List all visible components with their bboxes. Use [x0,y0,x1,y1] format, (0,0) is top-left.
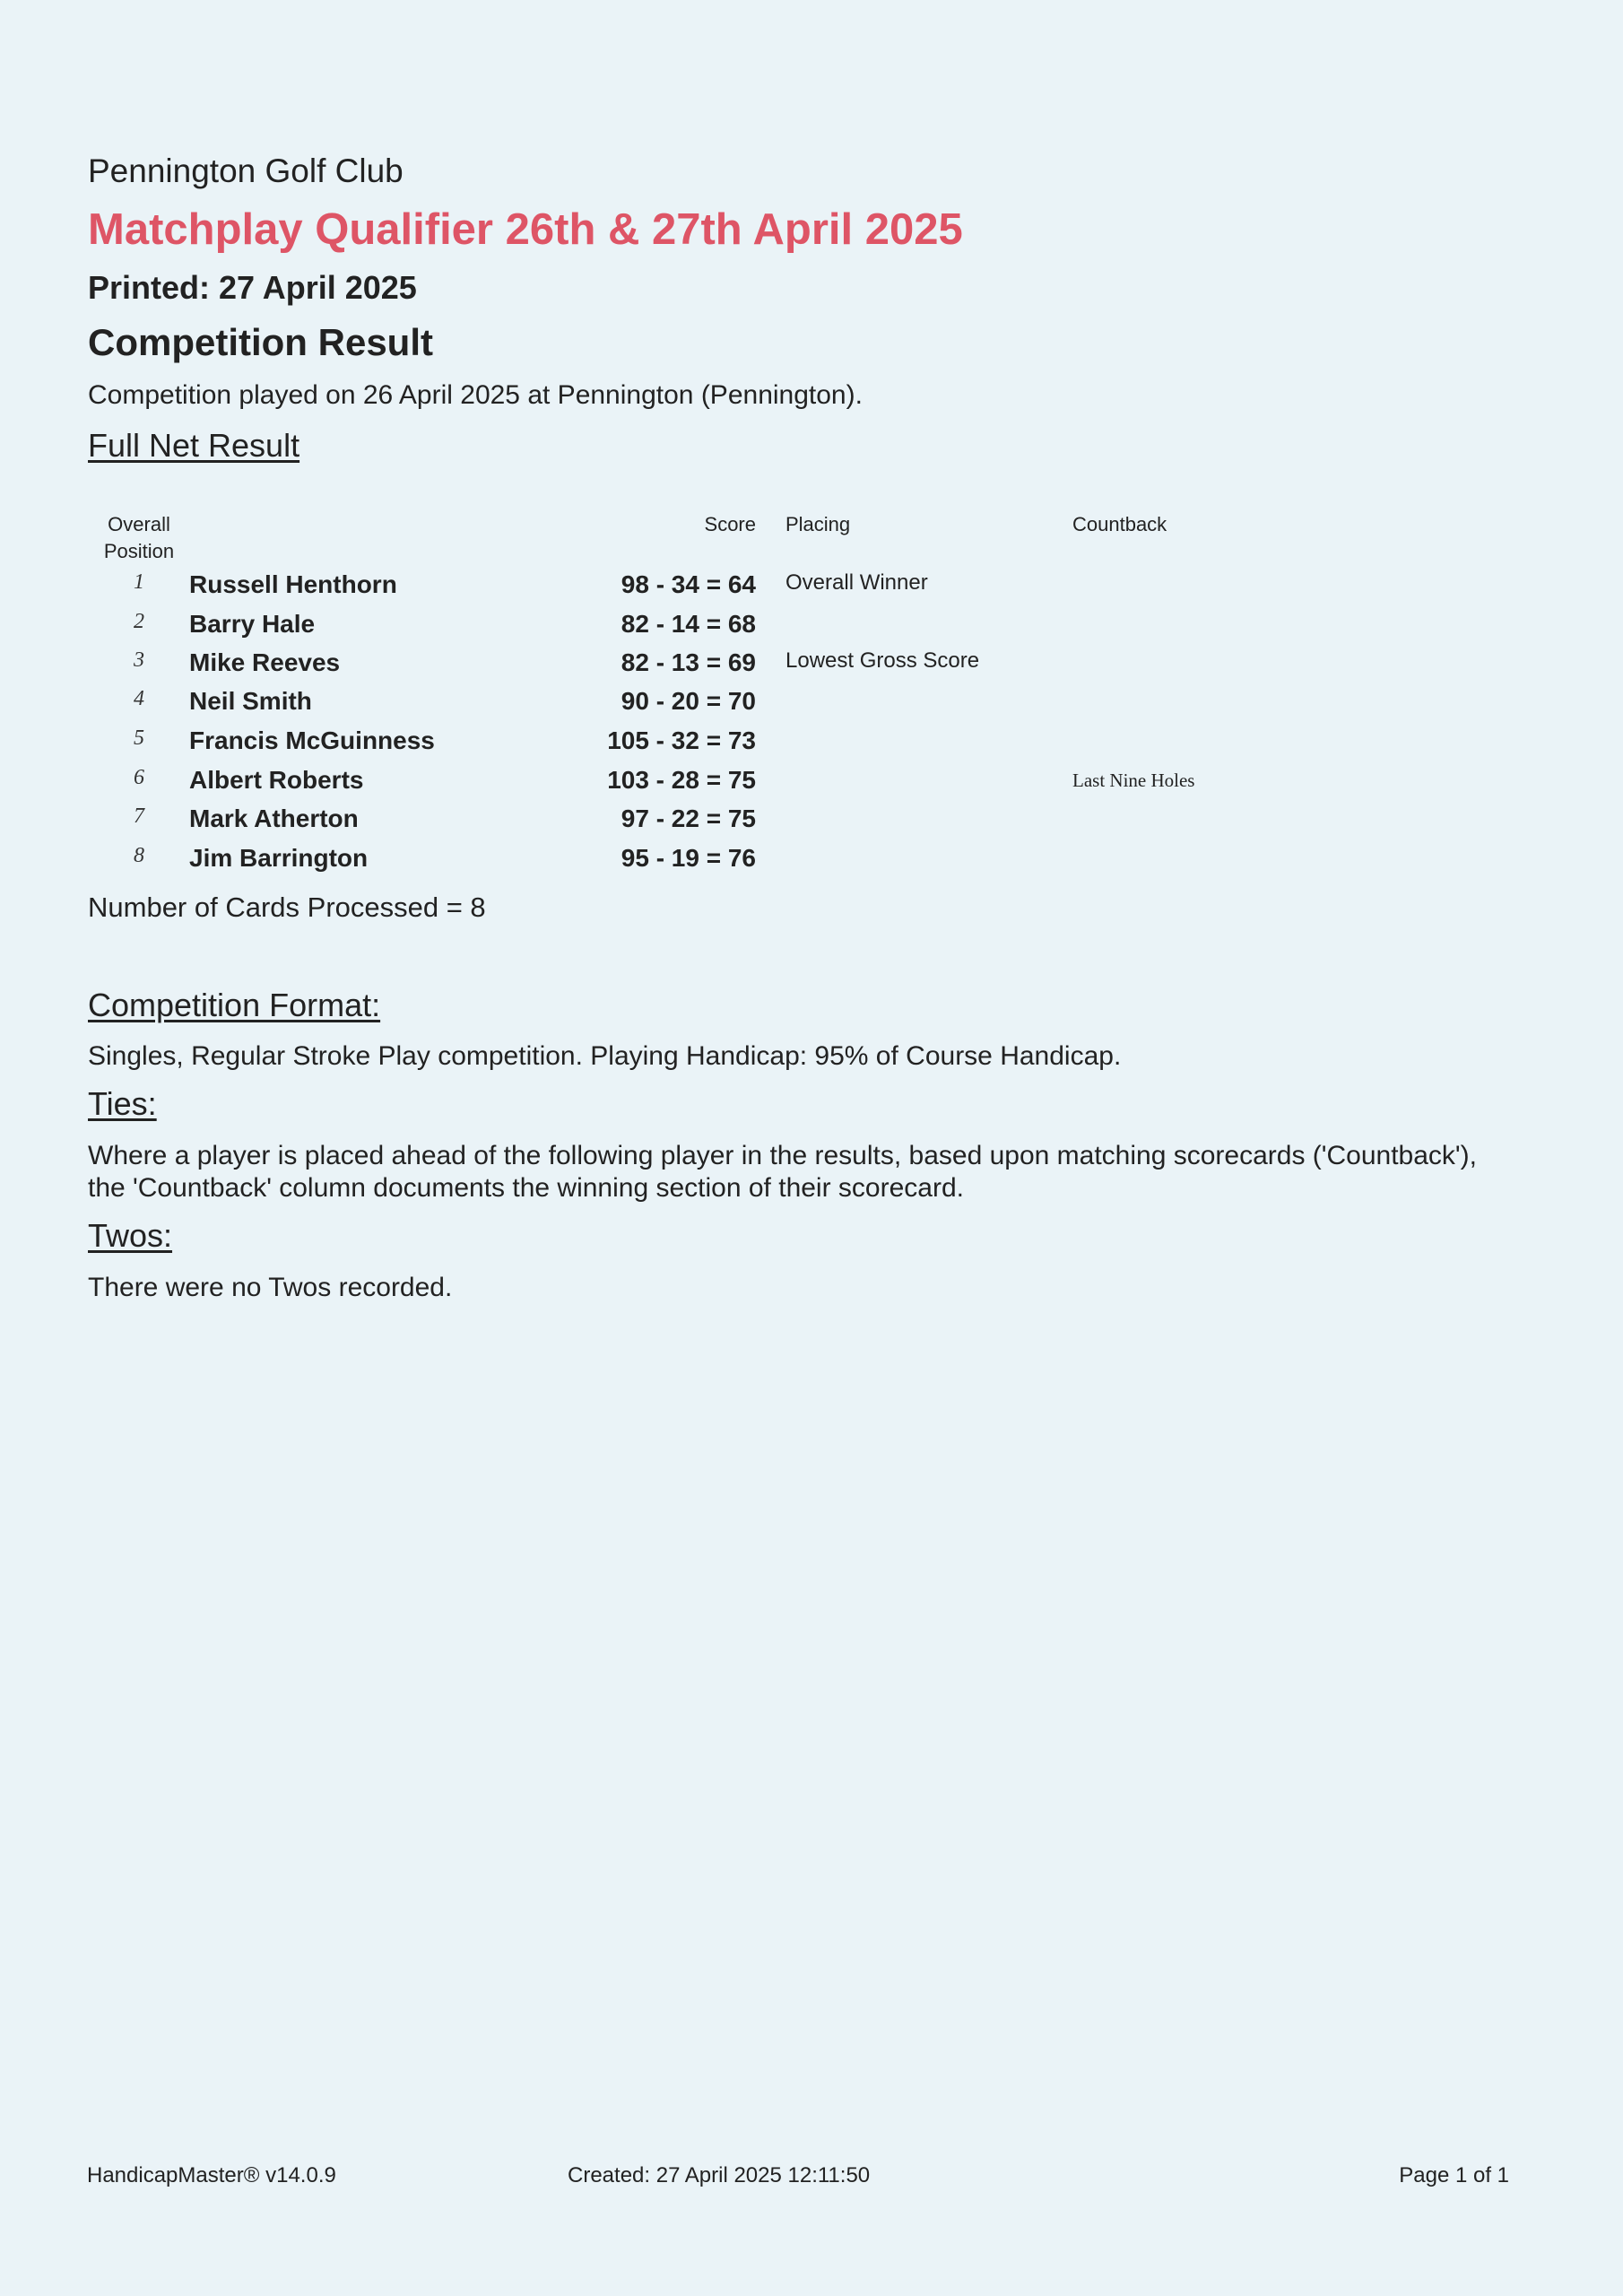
row-placing: Lowest Gross Score [785,648,980,673]
table-row [0,842,1623,881]
full-net-result-heading: Full Net Result [88,427,300,464]
table-row [0,725,1623,763]
row-player-name: Barry Hale [189,610,316,638]
row-score: 98 - 34 = 64 [621,570,756,598]
row-score: 97 - 22 = 75 [621,804,756,832]
row-player-name: Albert Roberts [189,766,364,794]
row-position: 4 [134,687,144,710]
row-score: 103 - 28 = 75 [607,766,756,794]
row-countback: Last Nine Holes [1072,770,1195,791]
row-position: 2 [134,610,144,633]
countback-column-header: Countback [1072,513,1167,535]
printed-date: Printed: 27 April 2025 [88,269,417,306]
row-player-name: Mark Atherton [189,804,359,832]
row-position: 7 [134,804,144,828]
position-header-line2: Position [103,540,175,562]
row-player-name: Russell Henthorn [189,570,397,598]
played-info: Competition played on 26 April 2025 at Pennington (Pennington). [88,380,863,410]
row-score: 82 - 13 = 69 [621,648,756,676]
row-position: 8 [134,844,144,867]
table-row [0,608,1623,647]
position-header-line1: Overall [108,513,170,535]
ties-text-line2: the 'Countback' column documents the winning section of their scorecard. [88,1173,964,1203]
placing-column-header: Placing [785,513,851,535]
table-row [0,685,1623,724]
competition-result-heading: Competition Result [88,321,433,363]
table-row [0,647,1623,685]
row-player-name: Francis McGuinness [189,726,435,754]
row-position: 1 [134,570,144,594]
competition-format-heading: Competition Format: [88,987,381,1023]
row-score: 82 - 14 = 68 [621,610,756,638]
row-position: 5 [134,726,144,750]
table-row [0,803,1623,841]
footer-created: Created: 27 April 2025 12:11:50 [568,2163,871,2187]
row-score: 105 - 32 = 73 [607,726,756,754]
club-name: Pennington Golf Club [88,152,404,189]
row-position: 3 [134,648,144,672]
ties-text-line1: Where a player is placed ahead of the following player in the results, based upon matching scorecards ('Countback'), [88,1141,1477,1170]
row-score: 95 - 19 = 76 [621,844,756,872]
twos-text: There were no Twos recorded. [88,1273,453,1302]
row-score: 90 - 20 = 70 [621,687,756,715]
row-player-name: Jim Barrington [189,844,369,872]
row-placing: Overall Winner [785,570,928,595]
cards-processed: Number of Cards Processed = 8 [88,891,486,923]
competition-format-text: Singles, Regular Stroke Play competition. Playing Handicap: 95% of Course Handicap. [88,1041,1122,1071]
ties-heading: Ties: [88,1085,157,1122]
footer-page-number: Page 1 of 1 [1399,2163,1509,2187]
table-row [0,764,1623,803]
footer-software: HandicapMaster® v14.0.9 [87,2163,336,2187]
score-column-header: Score [704,513,756,535]
competition-title: Matchplay Qualifier 26th & 27th April 2025 [88,205,963,254]
table-row [0,569,1623,607]
row-player-name: Mike Reeves [189,648,341,676]
row-player-name: Neil Smith [189,687,312,715]
row-position: 6 [134,766,144,789]
twos-heading: Twos: [88,1217,173,1254]
ties-text [88,1140,1558,1205]
position-column-header [103,511,175,565]
